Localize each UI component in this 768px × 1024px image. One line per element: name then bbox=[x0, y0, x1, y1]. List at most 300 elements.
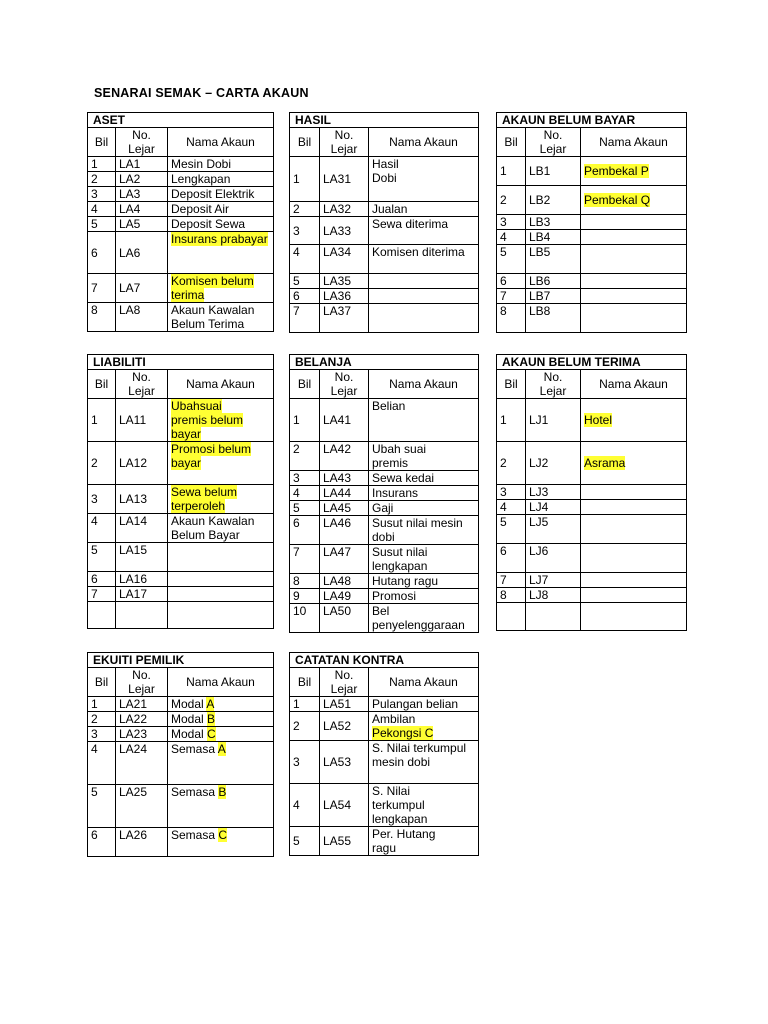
table-row bbox=[497, 603, 687, 631]
cell-bil: 8 bbox=[497, 588, 526, 603]
table-row bbox=[290, 304, 479, 333]
cell-nama: Hutang ragu bbox=[369, 574, 479, 589]
table-ekuiti-pemilik bbox=[87, 652, 274, 857]
cell-nama bbox=[168, 697, 274, 712]
cell-bil: 2 bbox=[290, 442, 320, 471]
cell-bil: 3 bbox=[497, 215, 526, 230]
table-row bbox=[88, 712, 274, 727]
cell-lejar: LA7 bbox=[116, 274, 168, 303]
col-header-bil: Bil bbox=[497, 128, 526, 157]
cell-text bbox=[171, 399, 259, 441]
table-row bbox=[497, 399, 687, 442]
highlighted-text: C bbox=[207, 727, 216, 741]
cell-bil: 4 bbox=[290, 784, 320, 827]
col-header-nama: Nama Akaun bbox=[369, 128, 479, 157]
table-row bbox=[497, 304, 687, 333]
cell-bil: 6 bbox=[497, 544, 526, 573]
table-title: AKAUN BELUM BAYAR bbox=[497, 113, 687, 128]
cell-text: Modal bbox=[171, 712, 208, 726]
cell-bil: 6 bbox=[497, 274, 526, 289]
col-header-bil: Bil bbox=[88, 668, 116, 697]
highlighted-text: Asrama bbox=[584, 456, 626, 470]
cell-nama bbox=[168, 543, 274, 572]
cell-lejar: LA6 bbox=[116, 232, 168, 274]
table-row bbox=[497, 186, 687, 215]
table-akaun-belum-terima bbox=[496, 354, 687, 631]
col-header-bil: Bil bbox=[290, 668, 320, 697]
cell-lejar bbox=[116, 602, 168, 629]
table-akaun-belum-bayar bbox=[496, 112, 687, 333]
cell-bil: 2 bbox=[497, 442, 526, 485]
cell-bil: 7 bbox=[290, 545, 320, 574]
cell-bil: 2 bbox=[290, 712, 320, 741]
table-row bbox=[497, 157, 687, 186]
cell-lejar: LA37 bbox=[320, 304, 369, 333]
table-row bbox=[290, 157, 479, 202]
cell-bil: 1 bbox=[290, 399, 320, 442]
cell-bil: 5 bbox=[497, 515, 526, 544]
table-title: CATATAN KONTRA bbox=[290, 653, 479, 668]
cell-nama bbox=[581, 304, 687, 333]
cell-lejar: LA16 bbox=[116, 572, 168, 587]
cell-bil: 4 bbox=[497, 500, 526, 515]
cell-bil: 1 bbox=[497, 157, 526, 186]
table-hasil bbox=[289, 112, 479, 333]
col-header-bil: Bil bbox=[88, 370, 116, 399]
table-row bbox=[88, 485, 274, 514]
cell-nama bbox=[581, 274, 687, 289]
cell-text: Susut nilai lengkapan bbox=[372, 545, 428, 573]
cell-text: Per. Hutang ragu bbox=[372, 827, 436, 855]
col-header-lejar: No. Lejar bbox=[320, 128, 369, 157]
cell-nama: Akaun Kawalan Belum Bayar bbox=[168, 514, 274, 543]
page-title: SENARAI SEMAK – CARTA AKAUN bbox=[94, 86, 309, 100]
col-header-bil: Bil bbox=[497, 370, 526, 399]
cell-lejar: LJ8 bbox=[526, 588, 581, 603]
cell-bil: 5 bbox=[88, 543, 116, 572]
cell-nama bbox=[168, 587, 274, 602]
cell-nama: Lengkapan bbox=[168, 172, 274, 187]
cell-lejar: LA33 bbox=[320, 217, 369, 245]
cell-lejar: LA14 bbox=[116, 514, 168, 543]
cell-bil: 5 bbox=[290, 501, 320, 516]
cell-nama bbox=[369, 274, 479, 289]
col-header-lejar: No. Lejar bbox=[320, 370, 369, 399]
cell-nama: Akaun Kawalan Belum Terima bbox=[168, 303, 274, 332]
cell-lejar: LJ6 bbox=[526, 544, 581, 573]
table-row bbox=[88, 828, 274, 857]
cell-nama bbox=[581, 289, 687, 304]
table-row bbox=[88, 232, 274, 274]
table-row bbox=[290, 217, 479, 245]
cell-bil: 4 bbox=[290, 245, 320, 274]
col-header-bil: Bil bbox=[290, 128, 320, 157]
table-row bbox=[497, 274, 687, 289]
cell-nama bbox=[581, 245, 687, 274]
cell-lejar: LA23 bbox=[116, 727, 168, 742]
cell-nama bbox=[168, 785, 274, 828]
table-row bbox=[88, 587, 274, 602]
cell-lejar: LA12 bbox=[116, 442, 168, 485]
cell-nama bbox=[369, 784, 479, 827]
col-header-lejar: No. Lejar bbox=[526, 128, 581, 157]
table-row bbox=[497, 485, 687, 500]
col-header-nama: Nama Akaun bbox=[581, 128, 687, 157]
table-row bbox=[290, 697, 479, 712]
table-row bbox=[497, 215, 687, 230]
cell-bil: 7 bbox=[497, 289, 526, 304]
cell-bil: 4 bbox=[290, 486, 320, 501]
cell-lejar: LJ4 bbox=[526, 500, 581, 515]
cell-nama bbox=[168, 712, 274, 727]
table-row bbox=[290, 274, 479, 289]
cell-bil: 5 bbox=[290, 274, 320, 289]
cell-nama: Deposit Sewa bbox=[168, 217, 274, 232]
cell-bil: 1 bbox=[88, 157, 116, 172]
cell-lejar: LA51 bbox=[320, 697, 369, 712]
cell-nama bbox=[581, 442, 687, 485]
cell-bil: 8 bbox=[290, 574, 320, 589]
table-title: EKUITI PEMILIK bbox=[88, 653, 274, 668]
highlighted-text: Ubahsuai premis belum bayar bbox=[171, 399, 244, 441]
cell-nama bbox=[581, 500, 687, 515]
col-header-bil: Bil bbox=[290, 370, 320, 399]
cell-bil: 1 bbox=[497, 399, 526, 442]
col-header-nama: Nama Akaun bbox=[168, 668, 274, 697]
table-liabiliti bbox=[87, 354, 274, 629]
cell-lejar: LA32 bbox=[320, 202, 369, 217]
cell-bil: 6 bbox=[290, 516, 320, 545]
cell-lejar: LA25 bbox=[116, 785, 168, 828]
cell-lejar: LA43 bbox=[320, 471, 369, 486]
cell-text: S. Nilai terkumpul mesin dobi bbox=[372, 741, 467, 769]
col-header-lejar: No. Lejar bbox=[116, 370, 168, 399]
cell-bil: 6 bbox=[88, 572, 116, 587]
cell-bil: 4 bbox=[88, 202, 116, 217]
cell-nama: Mesin Dobi bbox=[168, 157, 274, 172]
cell-nama bbox=[581, 215, 687, 230]
cell-lejar: LA35 bbox=[320, 274, 369, 289]
cell-nama bbox=[369, 289, 479, 304]
cell-nama: Insurans bbox=[369, 486, 479, 501]
table-row bbox=[290, 471, 479, 486]
cell-bil: 8 bbox=[88, 303, 116, 332]
cell-bil: 5 bbox=[88, 217, 116, 232]
cell-text: Modal bbox=[171, 697, 207, 711]
highlighted-text: Pembekal Q bbox=[584, 193, 651, 207]
table-row bbox=[290, 827, 479, 856]
col-header-lejar: No. Lejar bbox=[116, 128, 168, 157]
col-header-lejar: No. Lejar bbox=[116, 668, 168, 697]
cell-bil: 5 bbox=[290, 827, 320, 856]
cell-bil: 2 bbox=[497, 186, 526, 215]
cell-lejar: LA53 bbox=[320, 741, 369, 784]
highlighted-text: Pekongsi C bbox=[372, 726, 434, 740]
col-header-nama: Nama Akaun bbox=[581, 370, 687, 399]
cell-nama bbox=[369, 304, 479, 333]
cell-lejar: LA44 bbox=[320, 486, 369, 501]
cell-lejar: LJ5 bbox=[526, 515, 581, 544]
table-belanja bbox=[289, 354, 479, 633]
cell-nama bbox=[369, 442, 479, 471]
cell-text: Ambilan bbox=[372, 712, 416, 726]
cell-lejar: LA31 bbox=[320, 157, 369, 202]
cell-bil: 4 bbox=[497, 230, 526, 245]
table-row bbox=[290, 784, 479, 827]
cell-nama: Belian bbox=[369, 399, 479, 442]
cell-bil: 8 bbox=[497, 304, 526, 333]
cell-nama bbox=[581, 230, 687, 245]
table-row bbox=[88, 514, 274, 543]
cell-nama bbox=[168, 828, 274, 857]
table-row bbox=[497, 442, 687, 485]
cell-lejar: LA22 bbox=[116, 712, 168, 727]
cell-lejar: LB2 bbox=[526, 186, 581, 215]
cell-nama bbox=[168, 399, 274, 442]
cell-nama: Susut nilai mesin dobi bbox=[369, 516, 479, 545]
table-row bbox=[497, 245, 687, 274]
cell-bil: 7 bbox=[88, 274, 116, 303]
cell-lejar: LJ1 bbox=[526, 399, 581, 442]
cell-lejar: LB6 bbox=[526, 274, 581, 289]
highlighted-text: Promosi belum bayar bbox=[171, 442, 252, 470]
cell-bil: 7 bbox=[497, 573, 526, 588]
cell-nama: Deposit Elektrik bbox=[168, 187, 274, 202]
table-row bbox=[497, 573, 687, 588]
col-header-lejar: No. Lejar bbox=[320, 668, 369, 697]
cell-lejar: LA2 bbox=[116, 172, 168, 187]
table-row bbox=[88, 217, 274, 232]
table-row bbox=[497, 588, 687, 603]
cell-lejar: LA26 bbox=[116, 828, 168, 857]
cell-lejar: LB5 bbox=[526, 245, 581, 274]
cell-lejar: LB4 bbox=[526, 230, 581, 245]
cell-bil: 3 bbox=[88, 187, 116, 202]
table-row bbox=[88, 727, 274, 742]
cell-nama bbox=[369, 741, 479, 784]
cell-text: Semasa bbox=[171, 742, 218, 756]
table-row bbox=[290, 245, 479, 274]
table-row bbox=[497, 230, 687, 245]
table-row bbox=[290, 399, 479, 442]
col-header-nama: Nama Akaun bbox=[369, 370, 479, 399]
cell-lejar: LB3 bbox=[526, 215, 581, 230]
cell-bil: 10 bbox=[290, 604, 320, 633]
cell-nama bbox=[581, 544, 687, 573]
cell-bil: 2 bbox=[88, 172, 116, 187]
cell-lejar: LA36 bbox=[320, 289, 369, 304]
table-title: BELANJA bbox=[290, 355, 479, 370]
cell-bil: 3 bbox=[290, 217, 320, 245]
table-row bbox=[497, 544, 687, 573]
table-row bbox=[88, 187, 274, 202]
cell-lejar: LA54 bbox=[320, 784, 369, 827]
cell-lejar: LA42 bbox=[320, 442, 369, 471]
table-row bbox=[88, 274, 274, 303]
highlighted-text: Komisen belum terima bbox=[171, 274, 254, 302]
col-header-lejar: No. Lejar bbox=[526, 370, 581, 399]
cell-lejar: LJ7 bbox=[526, 573, 581, 588]
cell-bil: 3 bbox=[88, 485, 116, 514]
table-title: ASET bbox=[88, 113, 274, 128]
highlighted-text: Pembekal P bbox=[584, 164, 649, 178]
cell-lejar: LA1 bbox=[116, 157, 168, 172]
highlighted-text: B bbox=[218, 785, 227, 799]
cell-bil: 5 bbox=[88, 785, 116, 828]
cell-lejar: LA55 bbox=[320, 827, 369, 856]
cell-lejar: LA8 bbox=[116, 303, 168, 332]
cell-lejar: LA11 bbox=[116, 399, 168, 442]
col-header-nama: Nama Akaun bbox=[168, 370, 274, 399]
cell-bil: 7 bbox=[88, 587, 116, 602]
table-row bbox=[290, 202, 479, 217]
cell-lejar: LA47 bbox=[320, 545, 369, 574]
highlighted-text: C bbox=[218, 828, 228, 842]
table-title: HASIL bbox=[290, 113, 479, 128]
cell-nama: Pulangan belian bbox=[369, 697, 479, 712]
cell-bil: 2 bbox=[290, 202, 320, 217]
table-row bbox=[290, 516, 479, 545]
table-row bbox=[88, 572, 274, 587]
cell-bil: 5 bbox=[497, 245, 526, 274]
table-row bbox=[88, 442, 274, 485]
table-row bbox=[88, 543, 274, 572]
table-title: AKAUN BELUM TERIMA bbox=[497, 355, 687, 370]
cell-lejar: LJ2 bbox=[526, 442, 581, 485]
table-catatan-kontra bbox=[289, 652, 479, 856]
cell-nama bbox=[369, 545, 479, 574]
cell-bil: 9 bbox=[290, 589, 320, 604]
cell-bil: 4 bbox=[88, 742, 116, 785]
table-row bbox=[88, 202, 274, 217]
table-aset bbox=[87, 112, 274, 332]
cell-lejar: LA15 bbox=[116, 543, 168, 572]
cell-nama bbox=[581, 157, 687, 186]
table-row bbox=[290, 501, 479, 516]
cell-bil: 1 bbox=[88, 697, 116, 712]
cell-nama bbox=[369, 827, 479, 856]
cell-bil: 2 bbox=[88, 712, 116, 727]
cell-lejar: LA46 bbox=[320, 516, 369, 545]
cell-text bbox=[171, 485, 259, 513]
cell-bil: 3 bbox=[88, 727, 116, 742]
table-row bbox=[290, 289, 479, 304]
table-row bbox=[88, 399, 274, 442]
cell-lejar: LA4 bbox=[116, 202, 168, 217]
table-row bbox=[88, 602, 274, 629]
cell-lejar: LJ3 bbox=[526, 485, 581, 500]
cell-nama: Komisen diterima bbox=[369, 245, 479, 274]
cell-nama bbox=[581, 588, 687, 603]
cell-text: S. Nilai terkumpul lengkapan bbox=[372, 784, 428, 826]
cell-nama bbox=[369, 712, 479, 741]
col-header-nama: Nama Akaun bbox=[369, 668, 479, 697]
cell-bil: 6 bbox=[290, 289, 320, 304]
cell-lejar: LA24 bbox=[116, 742, 168, 785]
cell-text: Ubah suai premis bbox=[372, 442, 427, 470]
cell-text: Semasa bbox=[171, 785, 219, 799]
table-row bbox=[88, 303, 274, 332]
cell-lejar: LA49 bbox=[320, 589, 369, 604]
cell-bil: 6 bbox=[88, 828, 116, 857]
cell-nama: Promosi bbox=[369, 589, 479, 604]
cell-lejar: LB7 bbox=[526, 289, 581, 304]
cell-lejar: LA50 bbox=[320, 604, 369, 633]
table-row bbox=[88, 742, 274, 785]
cell-lejar: LA5 bbox=[116, 217, 168, 232]
cell-lejar: LB8 bbox=[526, 304, 581, 333]
col-header-bil: Bil bbox=[88, 128, 116, 157]
cell-nama: Gaji bbox=[369, 501, 479, 516]
highlighted-text: Hotel bbox=[584, 413, 613, 427]
cell-bil: 1 bbox=[290, 697, 320, 712]
cell-nama bbox=[581, 573, 687, 588]
cell-nama bbox=[168, 485, 274, 514]
highlighted-text: Insurans prabayar bbox=[171, 232, 268, 246]
cell-text: Hasil Dobi bbox=[372, 157, 399, 185]
table-row bbox=[88, 697, 274, 712]
cell-bil: 7 bbox=[290, 304, 320, 333]
cell-nama: Jualan bbox=[369, 202, 479, 217]
highlighted-text: A bbox=[217, 742, 226, 756]
cell-bil bbox=[88, 602, 116, 629]
cell-lejar: LA45 bbox=[320, 501, 369, 516]
cell-lejar: LA13 bbox=[116, 485, 168, 514]
highlighted-text: B bbox=[207, 712, 216, 726]
cell-nama bbox=[581, 515, 687, 544]
cell-nama bbox=[168, 742, 274, 785]
cell-nama bbox=[581, 485, 687, 500]
table-row bbox=[290, 545, 479, 574]
cell-nama bbox=[168, 572, 274, 587]
cell-nama bbox=[168, 442, 274, 485]
table-row bbox=[497, 500, 687, 515]
cell-nama bbox=[168, 232, 274, 274]
cell-nama bbox=[369, 157, 479, 202]
table-title: LIABILITI bbox=[88, 355, 274, 370]
cell-lejar: LA21 bbox=[116, 697, 168, 712]
cell-bil: 1 bbox=[290, 157, 320, 202]
cell-bil: 4 bbox=[88, 514, 116, 543]
highlighted-text: A bbox=[206, 697, 215, 711]
cell-lejar: LA41 bbox=[320, 399, 369, 442]
table-row bbox=[290, 486, 479, 501]
table-row bbox=[290, 589, 479, 604]
table-row bbox=[290, 604, 479, 633]
cell-bil: 3 bbox=[290, 471, 320, 486]
cell-bil: 3 bbox=[497, 485, 526, 500]
cell-text: Semasa bbox=[171, 828, 219, 842]
cell-lejar: LA34 bbox=[320, 245, 369, 274]
highlighted-text: Sewa belum terperoleh bbox=[171, 485, 238, 513]
cell-nama: Sewa kedai bbox=[369, 471, 479, 486]
table-row bbox=[290, 442, 479, 471]
cell-nama bbox=[581, 186, 687, 215]
table-row bbox=[88, 157, 274, 172]
cell-lejar: LA17 bbox=[116, 587, 168, 602]
cell-lejar: LB1 bbox=[526, 157, 581, 186]
table-row bbox=[290, 712, 479, 741]
cell-nama bbox=[581, 399, 687, 442]
table-row bbox=[497, 289, 687, 304]
table-row bbox=[290, 574, 479, 589]
col-header-nama: Nama Akaun bbox=[168, 128, 274, 157]
table-row bbox=[88, 785, 274, 828]
table-row bbox=[88, 172, 274, 187]
cell-bil: 6 bbox=[88, 232, 116, 274]
cell-lejar bbox=[526, 603, 581, 631]
cell-bil: 1 bbox=[88, 399, 116, 442]
